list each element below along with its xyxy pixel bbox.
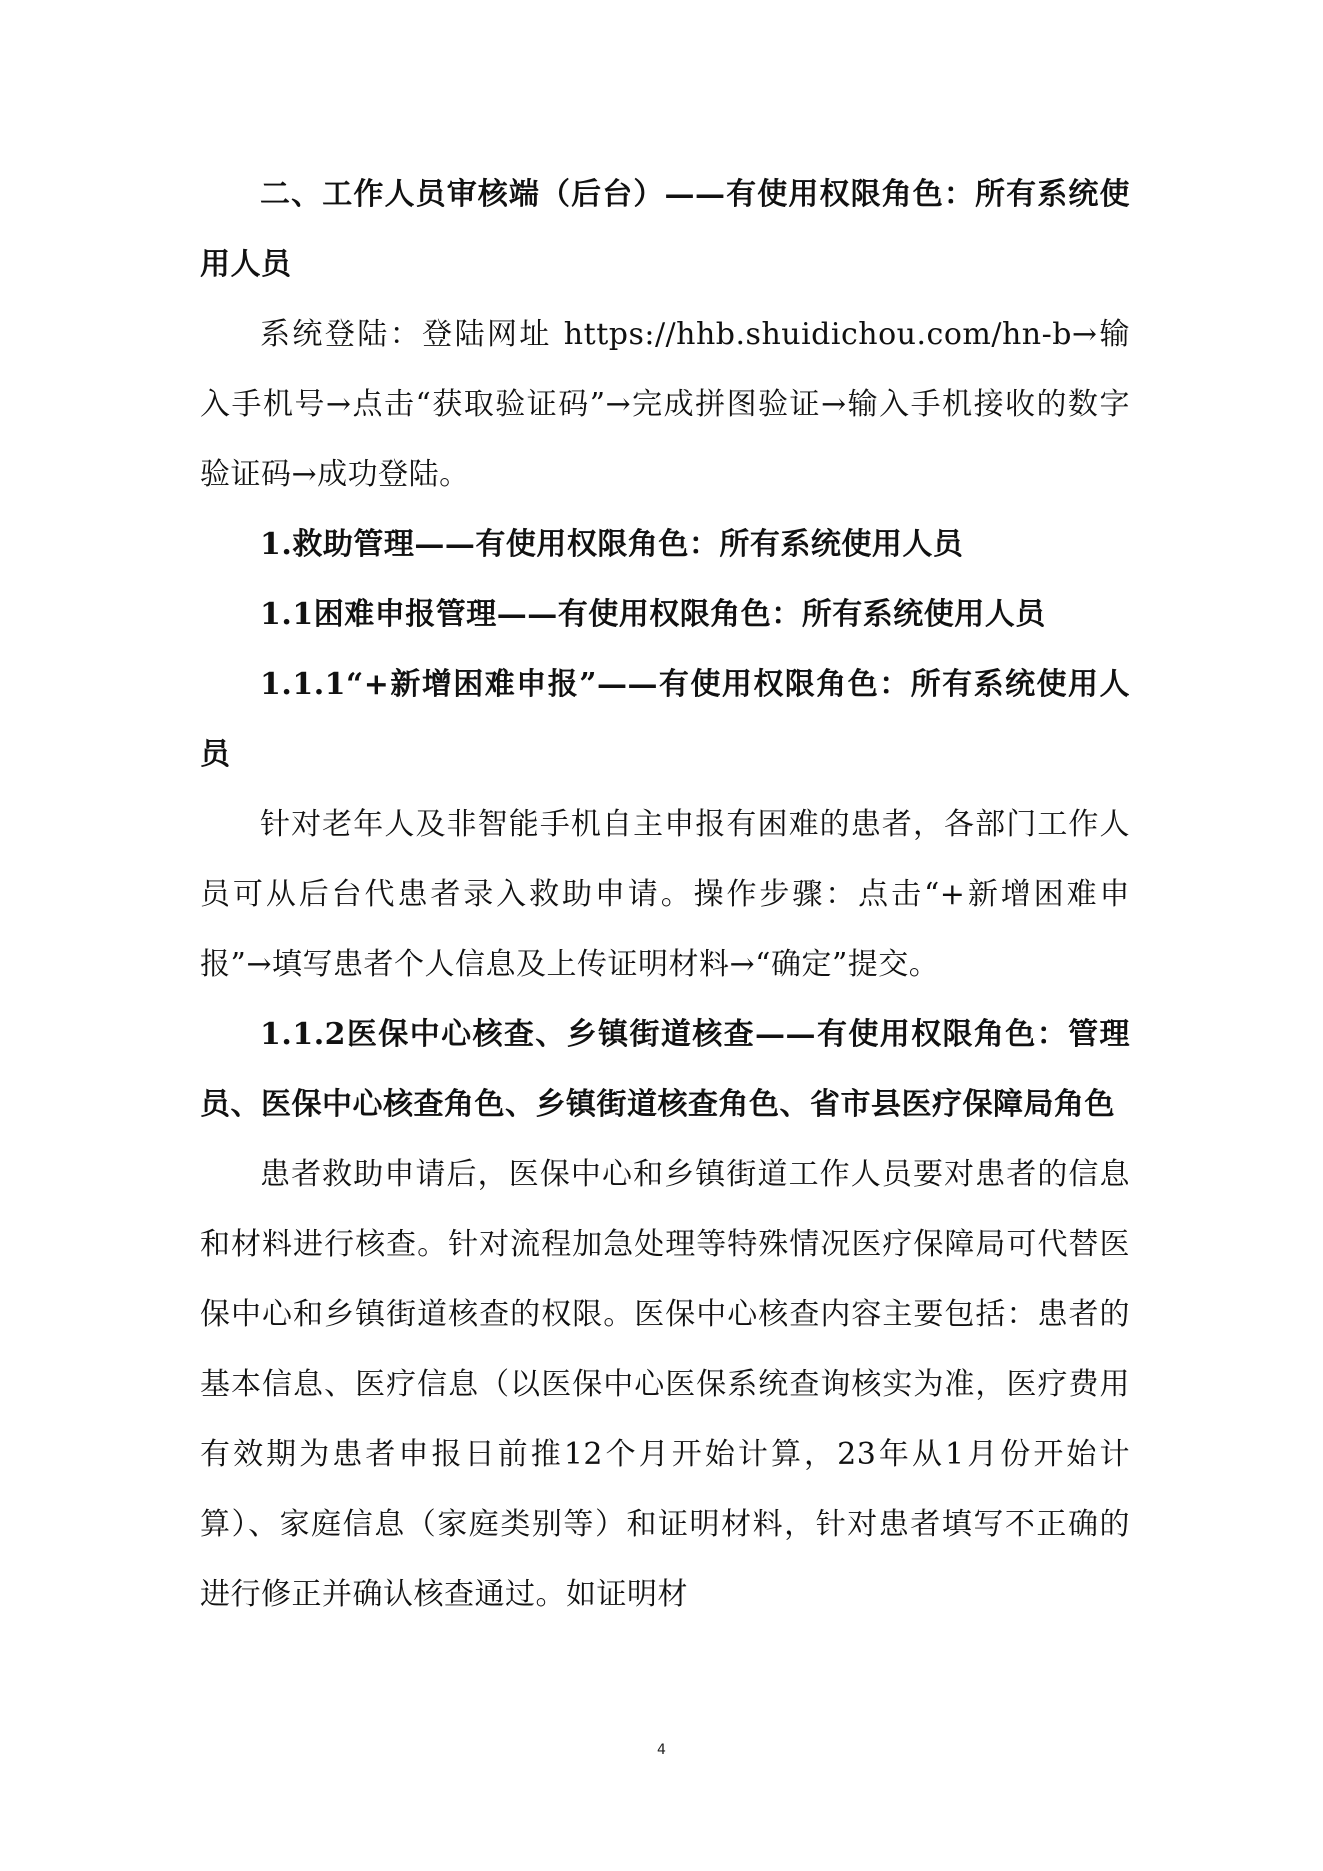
page-number: 4 <box>657 1742 666 1758</box>
document-body <box>200 160 1130 1630</box>
heading-hardship-report-management: 1.1困难申报管理——有使用权限角色：所有系统使用人员 <box>260 597 1046 632</box>
paragraph-system-login: 系统登陆：登陆网址 https://hhb.shuidichou.com/hn-b→输入手机号→点击“获取验证码”→完成拼图验证→输入手机接收的数字验证码→成功登陆。 <box>200 317 1130 492</box>
paragraph-review-content: 患者救助申请后，医保中心和乡镇街道工作人员要对患者的信息和材料进行核查。针对流程加急处理等特殊情况医疗保障局可代替医保中心和乡镇街道核查的权限。医保中心核查内容主要包括：患者的基本信息、医疗信息（以医保中心医保系统查询核实为准，医疗费用有效期为患者申报日前推12个月开始计算，23年从1月份开始计算）、家庭信息（家庭类别等）和证明材料，针对患者填写不正确的进行修正并确认核查通过。如证明材 <box>200 1157 1130 1612</box>
heading-add-hardship-report: 1.1.1“+新增困难申报”——有使用权限角色：所有系统使用人员 <box>200 667 1130 772</box>
paragraph-add-report-steps: 针对老年人及非智能手机自主申报有困难的患者，各部门工作人员可从后台代患者录入救助申请。操作步骤：点击“+新增困难申报”→填写患者个人信息及上传证明材料→“确定”提交。 <box>200 807 1130 982</box>
heading-rescue-management: 1.救助管理——有使用权限角色：所有系统使用人员 <box>260 527 964 562</box>
section-heading-staff-review: 二、工作人员审核端（后台）——有使用权限角色：所有系统使用人员 <box>200 177 1130 282</box>
heading-medical-insurance-review: 1.1.2医保中心核查、乡镇街道核查——有使用权限角色：管理员、医保中心核查角色、乡镇街道核查角色、省市县医疗保障局角色 <box>200 1017 1130 1122</box>
